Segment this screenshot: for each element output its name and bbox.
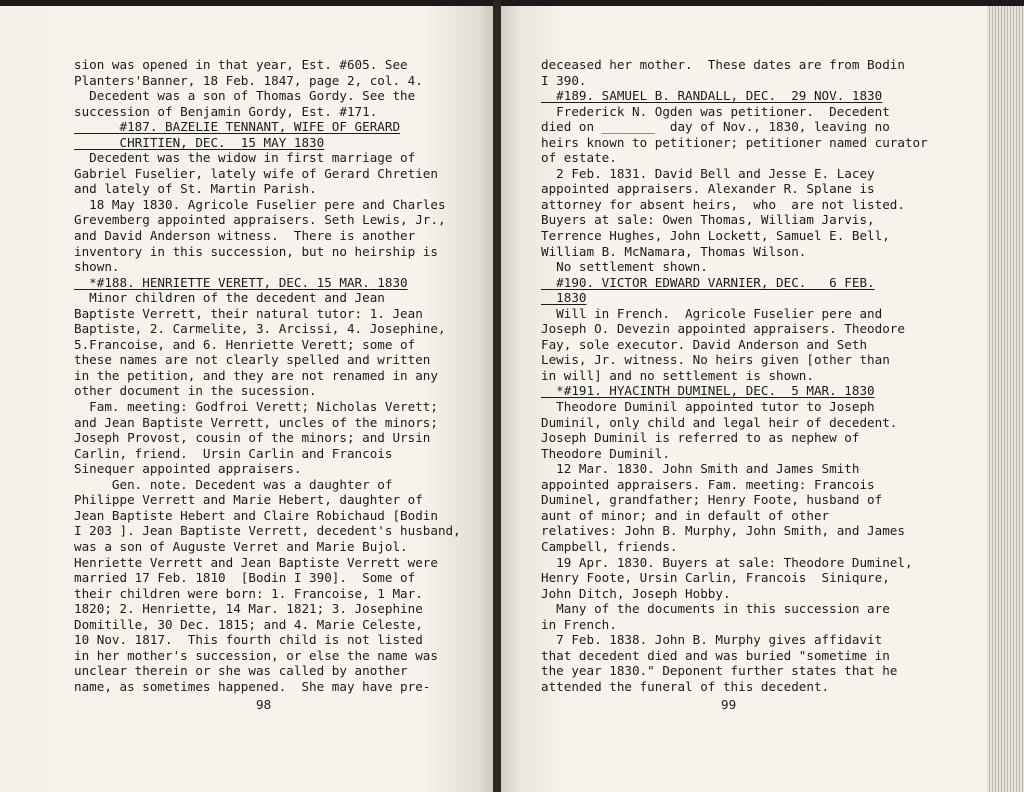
entry-heading-line: CHRITIEN, DEC. 15 MAY 1830 bbox=[74, 134, 325, 150]
text-line: Planters'Banner, 18 Feb. 1847, page 2, col. 4. bbox=[74, 72, 423, 88]
text-line: 10 Nov. 1817. This fourth child is not listed bbox=[74, 632, 423, 648]
text-line: married 17 Feb. 1810 [Bodin I 390]. Some of bbox=[74, 570, 416, 586]
text-line: Buyers at sale: Owen Thomas, William Jarvis, bbox=[541, 212, 875, 228]
text-line: unclear therein or she was called by another bbox=[74, 663, 408, 679]
text-line: their children were born: 1. Francoise, 1 Mar. bbox=[74, 585, 423, 601]
text-line: William B. McNamara, Thomas Wilson. bbox=[541, 243, 807, 259]
text-line: Baptiste, 2. Carmelite, 3. Arcissi, 4. Josephine, bbox=[74, 321, 446, 337]
text-line: Minor children of the decedent and Jean bbox=[74, 290, 385, 306]
text-line: Henriette Verrett and Jean Baptiste Verrett were bbox=[74, 554, 438, 570]
text-line: and Jean Baptiste Verrett, uncles of the minors; bbox=[74, 414, 438, 430]
entry-heading-line: #189. SAMUEL B. RANDALL, DEC. 29 NOV. 1830 bbox=[541, 88, 883, 104]
text-line: appointed appraisers. Alexander R. Splane is bbox=[541, 181, 875, 197]
text-line: was a son of Auguste Verret and Marie Bujol. bbox=[74, 538, 408, 554]
text-line: Baptiste Verrett, their natural tutor: 1. Jean bbox=[74, 305, 423, 321]
text-line: these names are not clearly spelled and written bbox=[74, 352, 431, 368]
entry-heading-line: 1830 bbox=[541, 290, 587, 306]
text-line: Frederick N. Ogden was petitioner. Decedent bbox=[541, 103, 890, 119]
entry-heading-line: #190. VICTOR EDWARD VARNIER, DEC. 6 FEB. bbox=[541, 274, 875, 290]
text-line: Joseph Provost, cousin of the minors; and Ursin bbox=[74, 430, 431, 446]
text-line: other document in the sucession. bbox=[74, 383, 317, 399]
text-line: appointed appraisers. Fam. meeting: Francois bbox=[541, 476, 875, 492]
text-line: Decedent was a son of Thomas Gordy. See the bbox=[74, 88, 416, 104]
text-line: Many of the documents in this succession are bbox=[541, 601, 890, 617]
page-edges bbox=[987, 6, 1024, 792]
text-line: John Ditch, Joseph Hobby. bbox=[541, 585, 731, 601]
text-line: and lately of St. Martin Parish. bbox=[74, 181, 317, 197]
text-line: Campbell, friends. bbox=[541, 538, 678, 554]
text-line: Will in French. Agricole Fuselier pere and bbox=[541, 305, 883, 321]
text-line: Terrence Hughes, John Lockett, Samuel E. Bell, bbox=[541, 228, 890, 244]
text-line: of estate. bbox=[541, 150, 617, 166]
text-line: 12 Mar. 1830. John Smith and James Smith bbox=[541, 461, 860, 477]
text-line: Jean Baptiste Hebert and Claire Robichaud [Bodin bbox=[74, 507, 438, 523]
text-line: Domitille, 30 Dec. 1815; and 4. Marie Celeste, bbox=[74, 616, 423, 632]
text-line: name, as sometimes happened. She may have pre- bbox=[74, 678, 431, 694]
text-line: and David Anderson witness. There is another bbox=[74, 228, 416, 244]
entry-heading-line: *#191. HYACINTH DUMINEL, DEC. 5 MAR. 1830 bbox=[541, 383, 875, 399]
text-line: Philippe Verrett and Marie Hebert, daughter of bbox=[74, 492, 423, 508]
text-line: shown. bbox=[74, 259, 120, 275]
text-line: 2 Feb. 1831. David Bell and Jesse E. Lacey bbox=[541, 165, 875, 181]
text-line: the year 1830." Deponent further states that he bbox=[541, 663, 898, 679]
text-line: Fay, sole executor. David Anderson and Seth bbox=[541, 336, 868, 352]
text-line: 18 May 1830. Agricole Fuselier pere and Charles bbox=[74, 196, 446, 212]
text-line: Decedent was the widow in first marriage of bbox=[74, 150, 416, 166]
text-line: in French. bbox=[541, 616, 617, 632]
text-line: I 390. bbox=[541, 72, 587, 88]
text-line: Grevemberg appointed appraisers. Seth Lewis, Jr., bbox=[74, 212, 446, 228]
text-line: Sinequer appointed appraisers. bbox=[74, 461, 302, 477]
text-line: No settlement shown. bbox=[541, 259, 708, 275]
text-line: inventory in this succession, but no heirship is bbox=[74, 243, 438, 259]
text-line: attended the funeral of this decedent. bbox=[541, 678, 830, 694]
text-line: that decedent died and was buried "sometime in bbox=[541, 647, 890, 663]
text-line: 7 Feb. 1838. John B. Murphy gives affidavit bbox=[541, 632, 883, 648]
left-page-text bbox=[74, 57, 461, 694]
text-line: deceased her mother. These dates are from Bodin bbox=[541, 57, 905, 72]
left-page-number: 98 bbox=[256, 697, 272, 712]
text-line: Carlin, friend. Ursin Carlin and Francois bbox=[74, 445, 393, 461]
text-line: Duminil, only child and legal heir of decedent. bbox=[541, 414, 898, 430]
text-line: Joseph Duminil is referred to as nephew of bbox=[541, 430, 860, 446]
text-line: relatives: John B. Murphy, John Smith, and James bbox=[541, 523, 905, 539]
text-line: Duminel, grandfather; Henry Foote, husband of bbox=[541, 492, 883, 508]
text-line: Gen. note. Decedent was a daughter of bbox=[74, 476, 393, 492]
text-line: I 203 ]. Jean Baptiste Verrett, decedent's husband, bbox=[74, 523, 461, 539]
book-gutter bbox=[493, 0, 501, 792]
text-line: in the petition, and they are not renamed in any bbox=[74, 367, 438, 383]
text-line: Gabriel Fuselier, lately wife of Gerard Chretien bbox=[74, 165, 438, 181]
entry-heading-line: *#188. HENRIETTE VERETT, DEC. 15 MAR. 1830 bbox=[74, 274, 408, 290]
text-line: Joseph O. Devezin appointed appraisers. Theodore bbox=[541, 321, 905, 337]
text-line: in her mother's succession, or else the name was bbox=[74, 647, 438, 663]
text-line: attorney for absent heirs, who are not listed. bbox=[541, 196, 905, 212]
text-line: Theodore Duminil appointed tutor to Joseph bbox=[541, 399, 875, 415]
text-line: aunt of minor; and in default of other bbox=[541, 507, 830, 523]
text-line: Fam. meeting: Godfroi Verett; Nicholas Verett; bbox=[74, 399, 438, 415]
text-line: in will] and no settlement is shown. bbox=[541, 367, 814, 383]
text-line: 1820; 2. Henriette, 14 Mar. 1821; 3. Josephine bbox=[74, 601, 423, 617]
text-line: Lewis, Jr. witness. No heirs given [other than bbox=[541, 352, 890, 368]
right-page-text bbox=[541, 57, 928, 694]
text-line: 19 Apr. 1830. Buyers at sale: Theodore Duminel, bbox=[541, 554, 913, 570]
text-line: died on _______ day of Nov., 1830, leaving no bbox=[541, 119, 890, 135]
text-line: succession of Benjamin Gordy, Est. #171. bbox=[74, 103, 378, 119]
text-line: 5.Francoise, and 6. Henriette Verett; some of bbox=[74, 336, 416, 352]
text-line: heirs known to petitioner; petitioner named curator bbox=[541, 134, 928, 150]
right-page-number: 99 bbox=[721, 697, 737, 712]
text-line: Theodore Duminil. bbox=[541, 445, 670, 461]
text-line: Henry Foote, Ursin Carlin, Francois Siniqure, bbox=[541, 570, 890, 586]
text-line: sion was opened in that year, Est. #605. See bbox=[74, 57, 408, 72]
entry-heading-line: #187. BAZELIE TENNANT, WIFE OF GERARD bbox=[74, 119, 401, 135]
